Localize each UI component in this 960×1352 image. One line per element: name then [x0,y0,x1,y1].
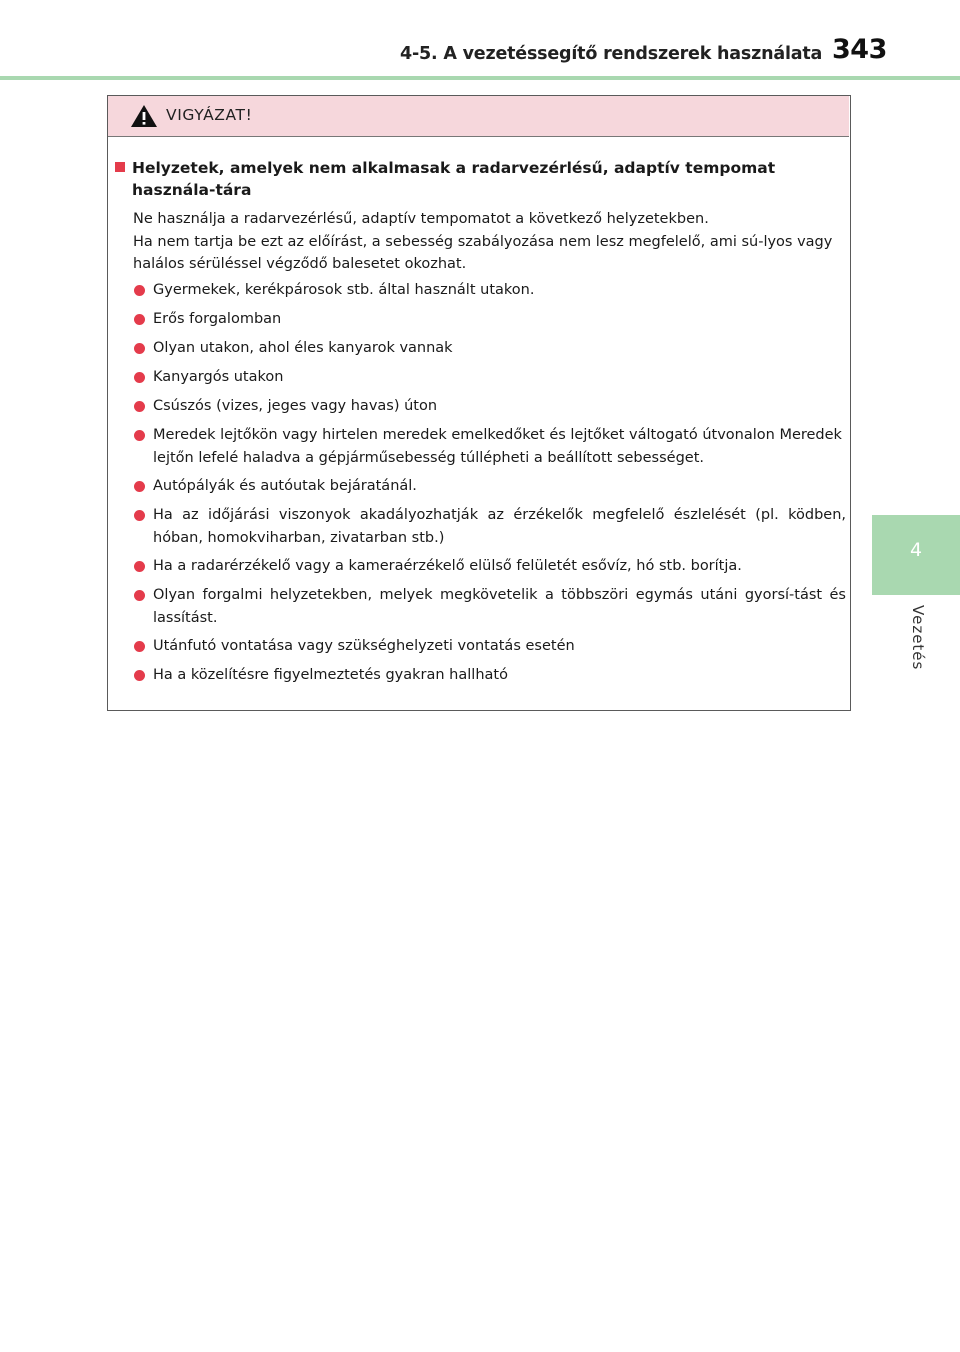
list-item-text: Kanyargós utakon [153,369,284,385]
list-item-text: Ha a közelítésre figyelmeztetés gyakran hallható [153,667,508,683]
list-item [134,395,846,418]
bullet-dot-icon [134,590,145,601]
list-item-text: Utánfutó vontatása vagy szükséghelyzeti vontatás esetén [153,638,575,654]
intro-line: Ha nem tartja be ezt az előírást, a sebesség szabályozása nem lesz megfelelő, ami sú-lyos vagy halálos sérüléssel végződő balesetet okozhat. [133,233,833,272]
bullet-dot-icon [134,510,145,521]
bullet-dot-icon [134,343,145,354]
list-item [134,664,846,687]
bullet-dot-icon [134,670,145,681]
intro-text [133,208,843,276]
list-item-text: Ha az időjárási viszonyok akadályozhatják az érzékelők megfelelő észlelését (pl. ködben, hóban, homokviharban, zivatarban stb.) [153,507,846,546]
chapter-label: Vezetés [909,605,927,671]
section-title: 4-5. A vezetéssegítő rendszerek használata [400,44,823,64]
list-item-text: Autópályák és autóutak bejáratánál. [153,478,417,494]
list-item-text: Gyermekek, kerékpárosok stb. által használt utakon. [153,282,535,298]
list-item [134,424,846,469]
list-item [134,475,846,498]
list-item [134,366,846,389]
intro-line: Ne használja a radarvezérlésű, adaptív tempomatot a következő helyzetekben. [133,211,709,227]
bullet-dot-icon [134,430,145,441]
list-item-text: Olyan utakon, ahol éles kanyarok vannak [153,340,453,356]
list-item [134,504,846,549]
square-bullet-icon [115,162,125,172]
list-item-text: Ha a radarérzékelő vagy a kameraérzékelő elülső felületét esővíz, hó stb. borítja. [153,558,742,574]
header-rule [0,76,960,80]
list-item [134,635,846,658]
chapter-tab[interactable] [872,515,960,595]
bullet-dot-icon [134,314,145,325]
warning-triangle-icon [130,104,158,128]
page-number: 343 [832,34,887,65]
bullet-dot-icon [134,481,145,492]
bullet-dot-icon [134,401,145,412]
warning-title: VIGYÁZAT! [166,106,253,124]
list-item-text: Olyan forgalmi helyzetekben, melyek megkövetelik a többszöri egymás utáni gyorsí-tást és lassítást. [153,587,846,626]
warning-box [107,95,851,711]
list-item [134,308,846,331]
warning-header [108,96,849,137]
list-item [134,584,846,629]
list-item-text: Meredek lejtőkön vagy hirtelen meredek emelkedőket és lejtőket váltogató útvonalon Meredek lejtőn lefelé haladva a gépjárműsebesség túllépheti a beállított sebességet. [153,427,842,466]
bullet-dot-icon [134,285,145,296]
bullet-dot-icon [134,641,145,652]
list-item-text: Erős forgalomban [153,311,282,327]
list-item [134,279,846,302]
list-item [134,555,846,578]
list-item [134,337,846,360]
chapter-number: 4 [909,539,923,561]
section-heading: Helyzetek, amelyek nem alkalmasak a radarvezérlésű, adaptív tempomat használa-tára [132,159,776,199]
list-item-text: Csúszós (vizes, jeges vagy havas) úton [153,398,438,414]
bullet-dot-icon [134,372,145,383]
bullet-dot-icon [134,561,145,572]
